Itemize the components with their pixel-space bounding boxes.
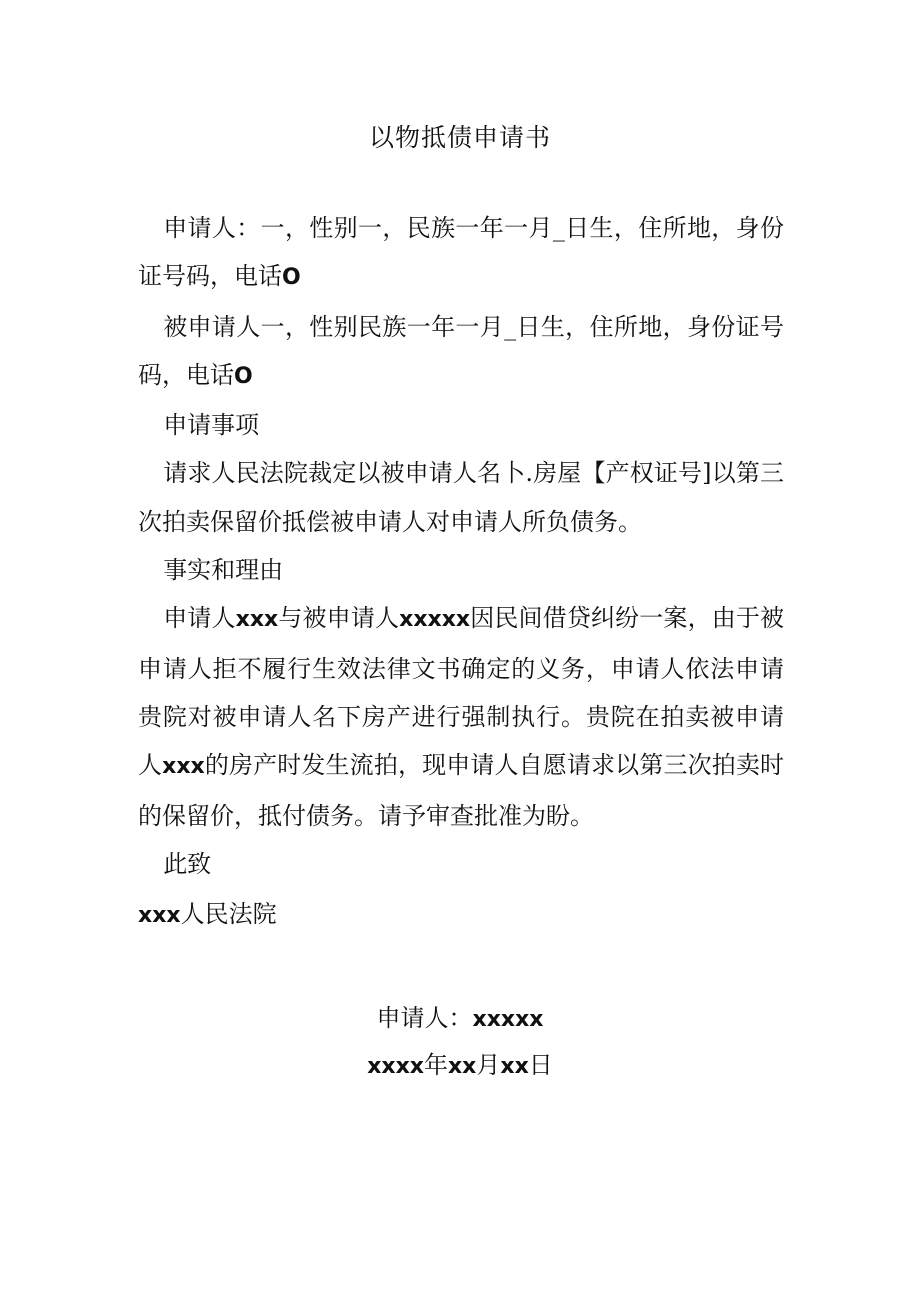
facts-text-3: 因民间借贷纠纷一案，由于被申请人拒不履行生效法律文书确定的义务，申请人依法申请贵院对被申请人名下房产进行强制执行。贵院在拍卖被申请人 bbox=[138, 604, 785, 780]
applicant-text: 申请人：一，性别一，民族一年一月_日生，住所地，身份证号码，电话 bbox=[138, 214, 784, 291]
facts-paragraph bbox=[138, 594, 784, 839]
facts-text-2: 与被申请人 bbox=[278, 604, 400, 633]
applicant-paragraph bbox=[138, 204, 784, 303]
facts-text-1: 申请人 bbox=[163, 604, 236, 633]
signature-label: 申请人： bbox=[376, 1004, 473, 1032]
facts-placeholder-1: xxx bbox=[235, 607, 279, 633]
facts-text-4: 的房产时发生流拍，现申请人自愿请求以第三次拍卖时的保留价，抵付债务。请予审查批准为盼。 bbox=[138, 751, 785, 830]
date-year-suffix: 年 bbox=[423, 1051, 448, 1079]
court-placeholder: xxx bbox=[138, 903, 181, 929]
document-title: 以物抵债申请书 bbox=[368, 123, 551, 152]
respondent-paragraph bbox=[138, 303, 784, 402]
court-suffix: 人民法院 bbox=[180, 900, 277, 929]
facts-placeholder-3: xxx bbox=[162, 754, 205, 780]
date-year: xxxx bbox=[367, 1054, 424, 1079]
facts-placeholder-2: xxxxx bbox=[399, 607, 471, 633]
request-paragraph: 请求人民法院裁定以被申请人名卜.房屋【产权证号]以第三次拍卖保留价抵偿被申请人对申请人所负债务。 bbox=[138, 459, 784, 536]
date-month-suffix: 月 bbox=[476, 1051, 501, 1079]
applicant-phone-mark: O bbox=[282, 265, 301, 291]
signature-date bbox=[0, 1045, 920, 1080]
signature-name: xxxxx bbox=[472, 1007, 544, 1032]
section-heading-request: 申请事项 bbox=[163, 411, 260, 440]
closing-salutation: 此致 bbox=[163, 849, 212, 878]
respondent-phone-mark: O bbox=[234, 363, 253, 389]
document-body bbox=[138, 204, 784, 940]
addressee-court bbox=[138, 890, 784, 940]
date-day-suffix: 日 bbox=[528, 1051, 553, 1079]
section-heading-facts: 事实和理由 bbox=[163, 556, 284, 585]
date-day: xx bbox=[500, 1054, 529, 1079]
signature-applicant bbox=[0, 998, 920, 1033]
respondent-text: 被申请人一，性别民族一年一月_日生，住所地，身份证号码，电话 bbox=[138, 312, 784, 389]
date-month: xx bbox=[447, 1054, 477, 1079]
